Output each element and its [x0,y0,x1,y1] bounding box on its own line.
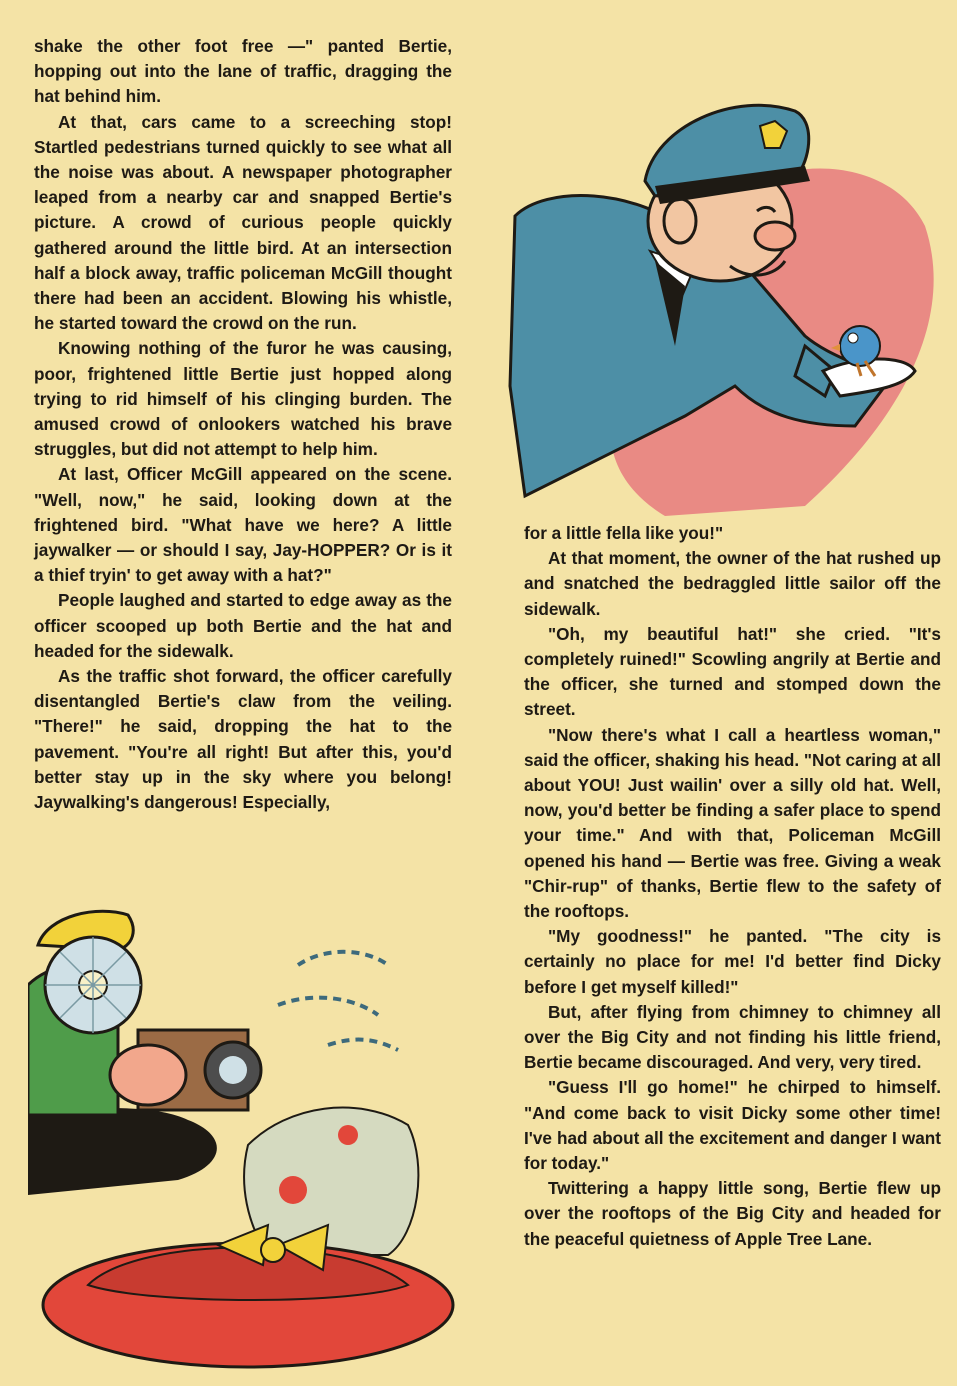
paragraph: shake the other foot free —" panted Bertie, hopping out into the lane of traffic, dragging the hat behind him. [34,36,452,107]
officer-holding-bird-illustration [505,86,950,520]
hat-veil-netting [244,1108,418,1255]
paragraph: Knowing nothing of the furor he was causing, poor, frightened little Bertie just hopped along trying to rid himself of his clinging burden. The amused crowd of onlookers watched his brave struggles, but did not attempt to help him. [34,338,452,460]
paragraph: for a little fella like you!" [524,523,724,543]
paragraph: As the traffic shot forward, the officer carefully disentangled Bertie's claw from the veiling. "There!" he said, dropping the hat to the pavement. "You're all right! But after this, you'd better stay up in the sky where you belong! Jaywalking's dangerous! Especially, [34,666,452,813]
street-shadow [28,1108,217,1195]
paragraph: "Guess I'll go home!" he chirped to himself. "And come back to visit Dicky some other time! I've had about all the excitement and danger I want for today." [524,1077,941,1174]
paragraph: "Now there's what I call a heartless woman," said the officer, shaking his head. "Not caring at all about YOU! Just wailin' over a silly old hat. Well, now, you'd better be finding a safer place to spend your time." And with that, Policeman McGill opened his hand — Bertie was free. Giving a weak "Chir-rup" of thanks, Bertie flew to the safety of the rooftops. [524,724,941,922]
paragraph: People laughed and started to edge away as the officer scooped up both Bertie and the hat and headed for the sidewalk. [34,590,452,661]
paragraph: At last, Officer McGill appeared on the scene. "Well, now," he said, looking down at the frightened bird. "What have we here? A little jaywalker — or should I say, Jay-HOPPER? Or is it a thief tryin' to get away with a hat?" [34,464,452,586]
paragraph: At that moment, the owner of the hat rushed up and snatched the bedraggled little sailor off the sidewalk. [524,548,941,619]
paragraph: "Oh, my beautiful hat!" she cried. "It's completely ruined!" Scowling angrily at Bertie and the officer, she turned and stomped down the street. [524,623,941,720]
photographer-and-hat-illustration [28,905,458,1375]
right-text-column [524,521,941,1252]
left-text-column [34,34,452,815]
paragraph: "My goodness!" he panted. "The city is certainly no place for me! I'd better find Dicky before I get myself killed!" [524,926,941,997]
bertie-bird [840,326,880,366]
paragraph: Twittering a happy little song, Bertie flew up over the rooftops of the Big City and headed for the peaceful quietness of Apple Tree Lane. [524,1178,941,1249]
paragraph: But, after flying from chimney to chimney all over the Big City and not finding his little friend, Bertie became discouraged. And very, very tired. [524,1001,941,1073]
paragraph: At that, cars came to a screeching stop! Startled pedestrians turned quickly to see what all the noise was about. A newspaper photographer leaped from a nearby car and snapped Bertie's picture. A crowd of curious people quickly gathered around the little bird. At an intersection half a block away, traffic policeman McGill thought there had been an accident. Blowing his whistle, he started toward the crowd on the run. [34,111,452,334]
